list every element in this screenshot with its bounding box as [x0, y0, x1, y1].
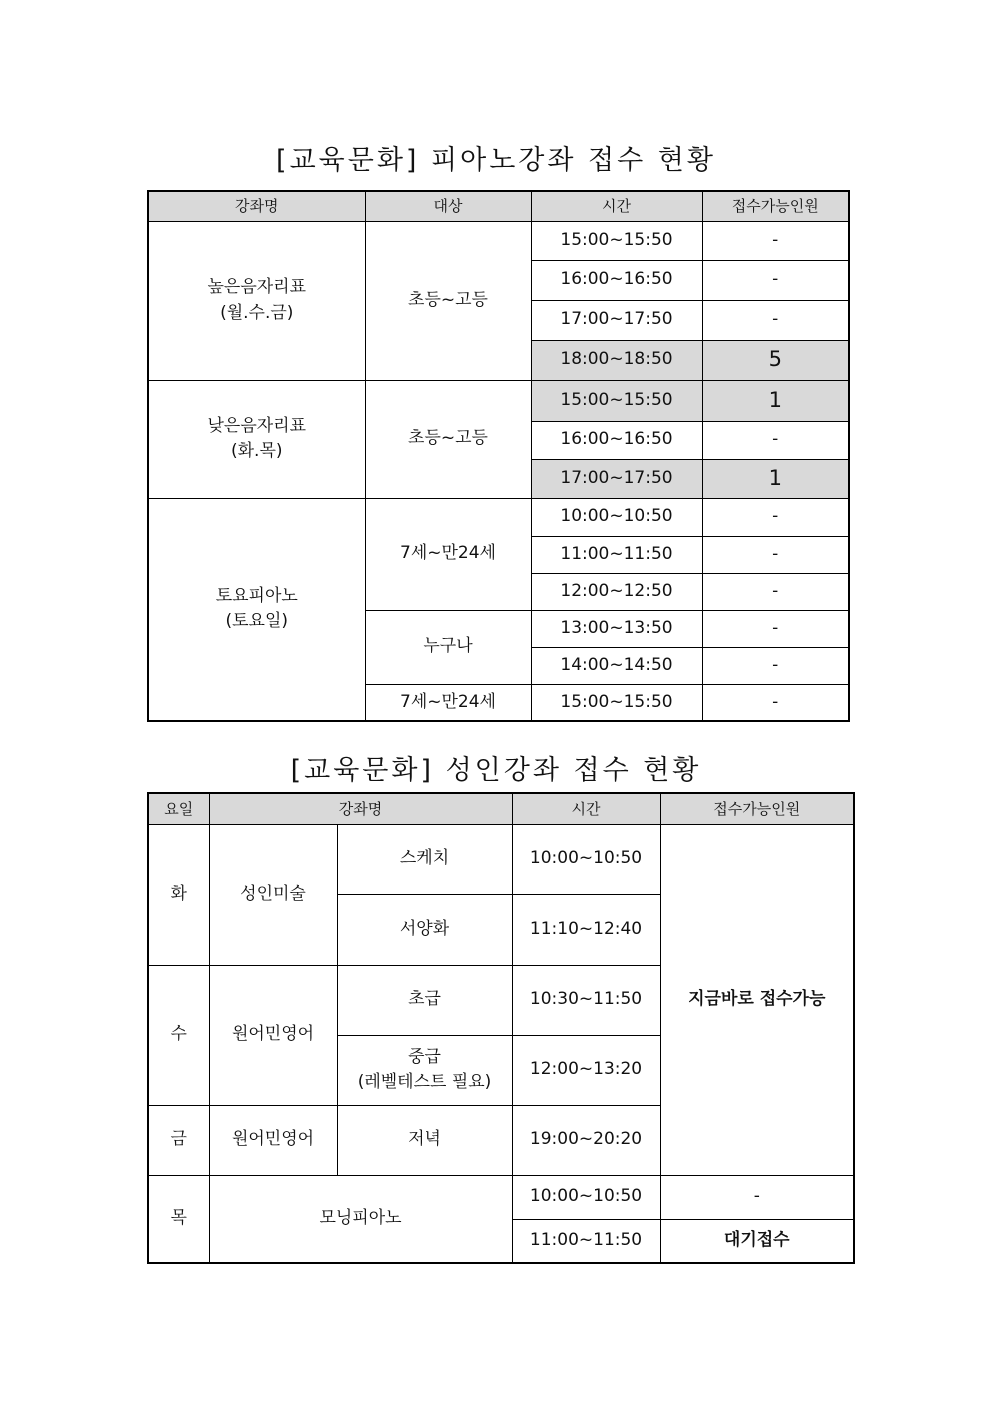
target-cell: 7세~만24세 [365, 684, 531, 721]
course-name: 낮은음자리표 [207, 415, 307, 436]
subcourse-cell [337, 1035, 512, 1105]
merged-availability-cell: 지금바로 접수가능 [660, 824, 854, 1175]
adult-table-title: [교육문화] 성인강좌 접수 현황 [290, 755, 702, 786]
course-cell-saturday-piano [148, 498, 365, 721]
availability-cell: - [702, 536, 849, 573]
subcourse-cell: 초급 [337, 965, 512, 1035]
course-cell: 성인미술 [209, 824, 337, 965]
course-days: (토요일) [225, 611, 289, 632]
table-row [148, 498, 849, 536]
course-cell-high-clef [148, 221, 365, 380]
availability-cell: 5 [702, 340, 849, 380]
course-name: 토요피아노 [215, 585, 298, 606]
adult-course-table [147, 792, 855, 1264]
availability-cell: - [702, 610, 849, 647]
availability-cell: 1 [702, 459, 849, 498]
availability-cell: 대기접수 [660, 1219, 854, 1263]
target-cell: 7세~만24세 [365, 498, 531, 610]
availability-cell: 1 [702, 380, 849, 421]
header-course-name: 강좌명 [148, 191, 365, 221]
availability-cell: - [660, 1175, 854, 1219]
header-time: 시간 [512, 793, 660, 824]
target-cell: 초등~고등 [365, 380, 531, 498]
availability-cell: - [702, 421, 849, 459]
table-header-row [148, 191, 849, 221]
time-cell: 15:00~15:50 [531, 684, 702, 721]
time-cell: 12:00~12:50 [531, 573, 702, 610]
subcourse-name: 중급 [408, 1046, 441, 1067]
availability-cell: - [702, 260, 849, 300]
course-cell: 원어민영어 [209, 965, 337, 1105]
time-cell: 15:00~15:50 [531, 380, 702, 421]
header-availability: 접수가능인원 [660, 793, 854, 824]
time-cell: 18:00~18:50 [531, 340, 702, 380]
header-day: 요일 [148, 793, 209, 824]
time-cell: 16:00~16:50 [531, 421, 702, 459]
time-cell: 16:00~16:50 [531, 260, 702, 300]
day-cell: 목 [148, 1175, 209, 1263]
header-availability: 접수가능인원 [702, 191, 849, 221]
piano-course-table [147, 190, 850, 722]
availability-cell: - [702, 300, 849, 340]
time-cell: 19:00~20:20 [512, 1105, 660, 1175]
subcourse-cell: 저녁 [337, 1105, 512, 1175]
header-course-name: 강좌명 [209, 793, 512, 824]
time-cell: 13:00~13:50 [531, 610, 702, 647]
day-cell: 금 [148, 1105, 209, 1175]
time-cell: 11:00~11:50 [512, 1219, 660, 1263]
table-row [148, 1175, 854, 1219]
header-time: 시간 [531, 191, 702, 221]
target-cell: 초등~고등 [365, 221, 531, 380]
time-cell: 15:00~15:50 [531, 221, 702, 260]
target-cell: 누구나 [365, 610, 531, 684]
time-cell: 10:30~11:50 [512, 965, 660, 1035]
table-header-row [148, 793, 854, 824]
time-cell: 11:00~11:50 [531, 536, 702, 573]
time-cell: 11:10~12:40 [512, 894, 660, 965]
course-name: 높은음자리표 [207, 277, 307, 297]
availability-cell: - [702, 647, 849, 684]
time-cell: 17:00~17:50 [531, 300, 702, 340]
availability-cell: - [702, 573, 849, 610]
day-cell: 수 [148, 965, 209, 1105]
time-cell: 17:00~17:50 [531, 459, 702, 498]
course-cell: 모닝피아노 [209, 1175, 512, 1263]
time-cell: 12:00~13:20 [512, 1035, 660, 1105]
header-target: 대상 [365, 191, 531, 221]
course-days: (월.수.금) [220, 302, 294, 323]
piano-table-title: [교육문화] 피아노강좌 접수 현황 [276, 145, 716, 176]
day-cell: 화 [148, 824, 209, 965]
subcourse-cell: 스케치 [337, 824, 512, 894]
availability-cell: - [702, 684, 849, 721]
subcourse-note: (레벨테스트 필요) [357, 1072, 492, 1092]
time-cell: 10:00~10:50 [512, 1175, 660, 1219]
time-cell: 10:00~10:50 [512, 824, 660, 894]
time-cell: 10:00~10:50 [531, 498, 702, 536]
time-cell: 14:00~14:50 [531, 647, 702, 684]
course-cell-low-clef [148, 380, 365, 498]
course-cell: 원어민영어 [209, 1105, 337, 1175]
table-row [148, 221, 849, 260]
course-days: (화.목) [230, 441, 283, 461]
availability-cell: - [702, 221, 849, 260]
availability-cell: - [702, 498, 849, 536]
table-row [148, 824, 854, 894]
subcourse-cell: 서양화 [337, 894, 512, 965]
table-row [148, 380, 849, 421]
